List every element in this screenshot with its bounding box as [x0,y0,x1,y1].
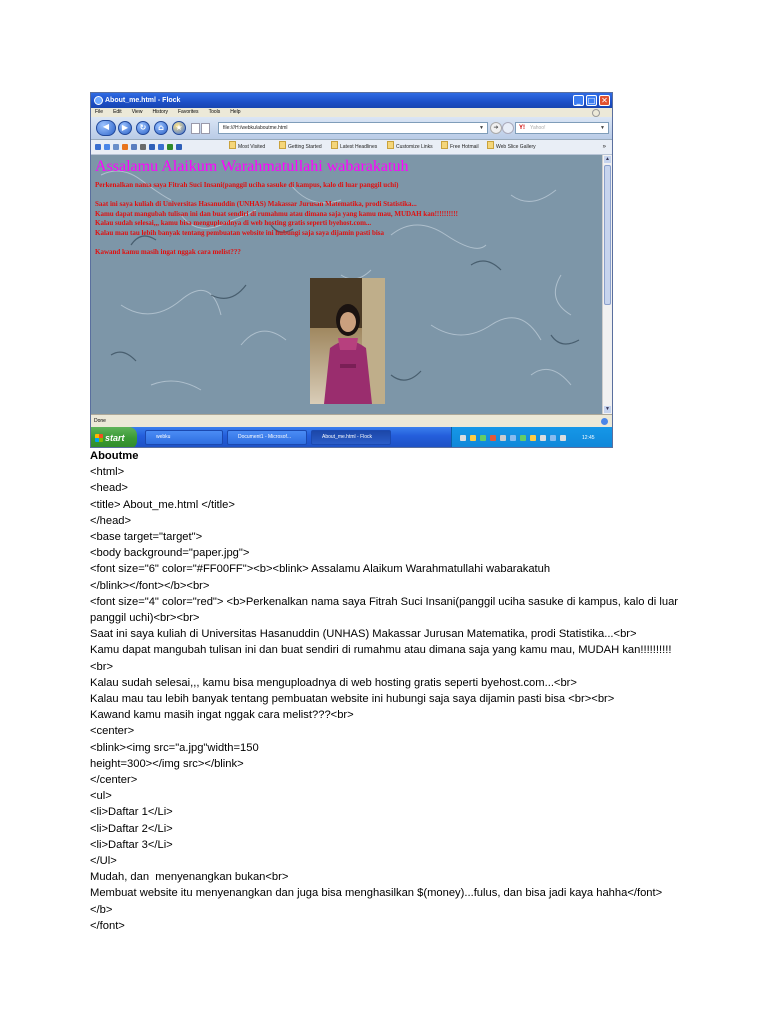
status-bar [91,414,612,427]
code-line: <ul> [90,790,112,803]
menu-favorites[interactable]: Favorites [178,109,199,115]
maximize-button[interactable]: □ [587,96,596,105]
bookmark-free-hotmail[interactable]: Free Hotmail [441,140,479,154]
code-line: </font> [90,919,125,932]
toolbar-icon[interactable] [149,144,155,150]
page-paragraph [95,238,595,248]
code-line: <font size="6" color="#FF00FF"><b><blink> Assalamu Alaikum Warahmatullahi wabarakatuh [90,563,551,576]
menu-file[interactable]: File [95,109,104,115]
star-icon[interactable]: ★ [172,121,186,135]
close-button[interactable]: ✕ [599,95,610,106]
mail-icon[interactable] [131,144,137,150]
code-line: <font size="4" color="red"> <b>Perkenalkan nama saya Fitrah Suci Insani(panggil uciha sasuke di kampus, kalo di luar panggil uchi)<br><br> [90,595,682,625]
code-line: Kamu dapat mangubah tulisan ini dan buat sendiri di rumahmu atau dimana saja yang kamu mau, MUDAH kan!!!!!!!!!!<br> [90,644,672,673]
search-placeholder: Yahoo! [530,125,546,131]
vertical-scrollbar[interactable] [602,155,613,414]
page-paragraph: Perkenalkan nama saya Fitrah Suci Insani(panggil uciha sasuke di kampus, kalo di luar panggil uchi) [95,181,399,189]
menu-help[interactable]: Help [230,109,241,115]
code-line: </center> [90,774,138,787]
toolbar-icon[interactable] [113,144,119,150]
navigation-toolbar [91,117,612,140]
code-line: Mudah, dan menyenangkan bukan<br> [90,871,289,884]
url-input[interactable] [218,122,488,134]
code-line: </blink></font></b><br> [90,579,210,592]
window-title-bar [91,93,612,108]
bookmark-customize-links[interactable]: Customize Links [387,140,433,154]
upload-icon[interactable] [176,144,182,150]
code-line: </Ul> [90,855,117,868]
page-icon [201,123,210,134]
code-line: <base target="target"> [90,531,203,544]
toolbar-icon[interactable] [167,144,173,150]
person-photo-image [310,278,385,404]
code-line: <li>Daftar 2</Li> [90,822,173,835]
tray-icon[interactable] [480,435,486,441]
toolbar-icon[interactable] [140,144,146,150]
forward-button[interactable]: ▶ [118,121,132,135]
volume-icon[interactable] [560,435,566,441]
code-line: height=300></img src></blink> [90,757,244,770]
bookmark-web-slice-gallery[interactable]: Web Slice Gallery [487,140,536,154]
code-line: Kalau mau tau lebih banyak tentang pembuatan website ini hubungi saja saya dijamin pasti bisa <br><br> [90,693,615,706]
clock: 12:45 [582,435,595,441]
profile-photo [310,278,385,404]
browser-screenshot [90,92,613,448]
code-line: Saat ini saya kuliah di Universitas Hasanuddin (UNHAS) Makassar Jurusan Matematika, prodi Statistika...<br> [90,628,637,641]
bookmark-getting-started[interactable]: Getting Started [279,140,322,154]
code-line: <center> [90,725,135,738]
page-paragraph: Saat ini saya kuliah di Universitas Hasanuddin (UNHAS) Makassar Jurusan Matematika, prodi Statistika... [95,200,417,208]
search-input[interactable] [515,122,609,134]
chevron-down-icon[interactable]: ▼ [600,125,605,131]
code-line: <li>Daftar 1</Li> [90,806,173,819]
source-code-listing [90,448,680,934]
minimize-button[interactable]: _ [573,95,584,106]
start-button[interactable] [91,427,137,448]
tray-icon[interactable] [500,435,506,441]
url-text: file:///H:/webku/aboutme.html [223,125,288,131]
back-button[interactable]: ◀ [96,120,116,136]
reload-button[interactable]: ↻ [136,121,150,135]
task-label: Document1 - Microsof... [238,434,292,440]
bookmark-latest-headlines[interactable]: Latest Headlines [331,140,377,154]
system-tray [451,427,612,448]
taskbar-item-webku[interactable] [145,430,223,445]
toolbar-icon[interactable] [158,144,164,150]
scroll-up-icon[interactable]: ▲ [605,156,610,162]
scroll-down-icon[interactable]: ▼ [605,406,610,412]
scrollbar-thumb[interactable] [604,165,611,305]
code-line: <blink><img src="a.jpg"width=150 [90,741,259,754]
tray-icon[interactable] [490,435,496,441]
tray-icon[interactable] [520,435,526,441]
menu-history[interactable]: History [152,109,168,115]
windows-taskbar [91,427,612,448]
page-paragraph: Kalau sudah selesai,,, kamu bisa menguploadnya di web hosting gratis seperti byehost.com... [95,219,372,227]
menu-bar [91,108,612,117]
page-paragraph: Kalau mau tau lebih banyak tentang pembuatan website ini hubungi saja saya dijamin pasti bisa [95,228,385,237]
menu-view[interactable]: View [131,109,143,115]
page-body-text [95,181,595,257]
tray-icon[interactable] [550,435,556,441]
code-line: <body background="paper.jpg"> [90,547,250,560]
flock-icon [94,96,103,105]
toolbar-icon[interactable] [104,144,110,150]
window-title: About_me.html - Flock [105,97,181,104]
status-text: Done [94,418,106,424]
taskbar-item-document[interactable] [227,430,307,445]
task-label: webku [156,434,171,440]
code-line: Membuat website itu menyenangkan dan juga bisa menghasilkan $(money)...fulus, dan bisa jadi kaya hahha</font></b> [90,887,663,916]
rss-icon[interactable] [502,122,514,134]
tray-icon[interactable] [510,435,516,441]
start-label: start [105,433,125,443]
code-line: Kalau sudah selesai,,, kamu bisa menguploadnya di web hosting gratis seperti byehost.com...<br> [90,676,577,689]
home-button[interactable]: ⌂ [154,121,168,135]
taskbar-item-flock[interactable] [311,430,391,445]
code-line: <html> [90,466,125,479]
toolbar-icon[interactable] [95,144,101,150]
tray-icon[interactable] [540,435,546,441]
chevron-right-icon[interactable]: » [602,144,606,150]
throbber-icon [592,109,600,117]
code-line: Aboutme [90,450,139,462]
page-icon [191,123,200,134]
chevron-down-icon[interactable]: ▼ [479,125,484,131]
status-globe-icon [601,418,608,425]
code-line: <li>Daftar 3</Li> [90,838,173,851]
menu-tools[interactable]: Tools [208,109,221,115]
page-viewport [91,155,602,414]
code-line: </head> [90,514,132,527]
tray-icon[interactable] [530,435,536,441]
page-paragraph: Kawand kamu masih ingat nggak cara melist??? [95,247,241,256]
code-line: Kawand kamu masih ingat nggak cara melist???<br> [90,709,354,722]
bookmark-most-visited[interactable]: Most Visited [229,140,265,154]
page-paragraph [95,191,595,201]
tray-icon[interactable] [460,435,466,441]
page-paragraph: Kamu dapat mangubah tulisan ini dan buat sendiri di rumahmu atau dimana saja yang kamu mau, MUDAH kan!!!!!!!!!! [95,209,458,218]
task-label: About_me.html - Flock [322,434,373,440]
menu-edit[interactable]: Edit [113,109,122,115]
code-line: <head> [90,482,128,495]
go-icon[interactable]: ➔ [490,122,502,134]
rss-icon[interactable] [122,144,128,150]
tray-icon[interactable] [470,435,476,441]
code-line: <title> About_me.html </title> [90,498,235,511]
bookmarks-toolbar [91,140,612,155]
yahoo-icon: Y! [519,125,525,131]
page-heading: Assalamu Alaikum Warahmatullahi wabarakatuh [95,158,409,175]
